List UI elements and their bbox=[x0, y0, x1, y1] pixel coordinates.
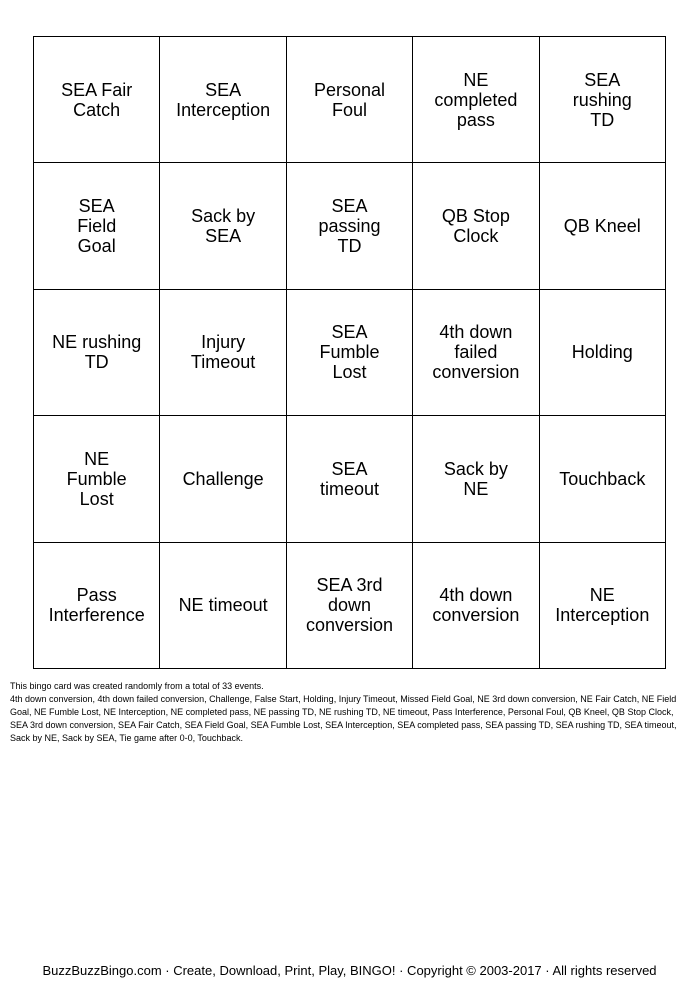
bingo-cell: 4th down failed conversion bbox=[413, 290, 539, 416]
bingo-cell: QB Kneel bbox=[540, 163, 666, 289]
bingo-cell: Personal Foul bbox=[287, 37, 413, 163]
bingo-cell: NE timeout bbox=[160, 543, 286, 669]
bingo-cell: Touchback bbox=[540, 416, 666, 542]
bingo-cell: Holding bbox=[540, 290, 666, 416]
event-list: 4th down conversion, 4th down failed conversion, Challenge, False Start, Holding, Injury Timeout, Missed Field Goal, NE 3rd down conversion, NE Fair Catch, NE Field Goal, NE Fumble Lost, NE Interception, NE completed pass, NE passing TD, NE rushing TD, NE timeout, Pass Interference, Personal Foul, QB Kneel, QB Stop Clock, SEA 3rd down conversion, SEA Fair Catch, SEA Field Goal, SEA Fumble Lost, SEA Interception, SEA completed pass, SEA passing TD, SEA rushing TD, SEA timeout, Sack by NE, Sack by SEA, Tie game after 0-0, Touchback. bbox=[10, 694, 677, 743]
bingo-cell: SEA Fair Catch bbox=[34, 37, 160, 163]
bingo-cell: 4th down conversion bbox=[413, 543, 539, 669]
page-footer: BuzzBuzzBingo.com · Create, Download, Print, Play, BINGO! · Copyright © 2003-2017 · All rights reserved bbox=[42, 963, 657, 978]
bingo-cell: NE Fumble Lost bbox=[34, 416, 160, 542]
card-summary: This bingo card was created randomly from a total of 33 events. bbox=[10, 681, 264, 691]
bingo-cell: SEA 3rd down conversion bbox=[287, 543, 413, 669]
bingo-cell: Pass Interference bbox=[34, 543, 160, 669]
bingo-cell: Injury Timeout bbox=[160, 290, 286, 416]
card-info bbox=[10, 680, 690, 745]
bingo-cell: Sack by SEA bbox=[160, 163, 286, 289]
bingo-cell: NE completed pass bbox=[413, 37, 539, 163]
bingo-cell: SEA timeout bbox=[287, 416, 413, 542]
bingo-cell: SEA Fumble Lost bbox=[287, 290, 413, 416]
bingo-cell: SEA Field Goal bbox=[34, 163, 160, 289]
bingo-cell: NE Interception bbox=[540, 543, 666, 669]
bingo-cell: Sack by NE bbox=[413, 416, 539, 542]
bingo-cell: Challenge bbox=[160, 416, 286, 542]
bingo-cell: SEA rushing TD bbox=[540, 37, 666, 163]
bingo-grid bbox=[33, 36, 666, 669]
bingo-cell: QB Stop Clock bbox=[413, 163, 539, 289]
bingo-cell: SEA passing TD bbox=[287, 163, 413, 289]
bingo-cell: NE rushing TD bbox=[34, 290, 160, 416]
bingo-cell: SEA Interception bbox=[160, 37, 286, 163]
